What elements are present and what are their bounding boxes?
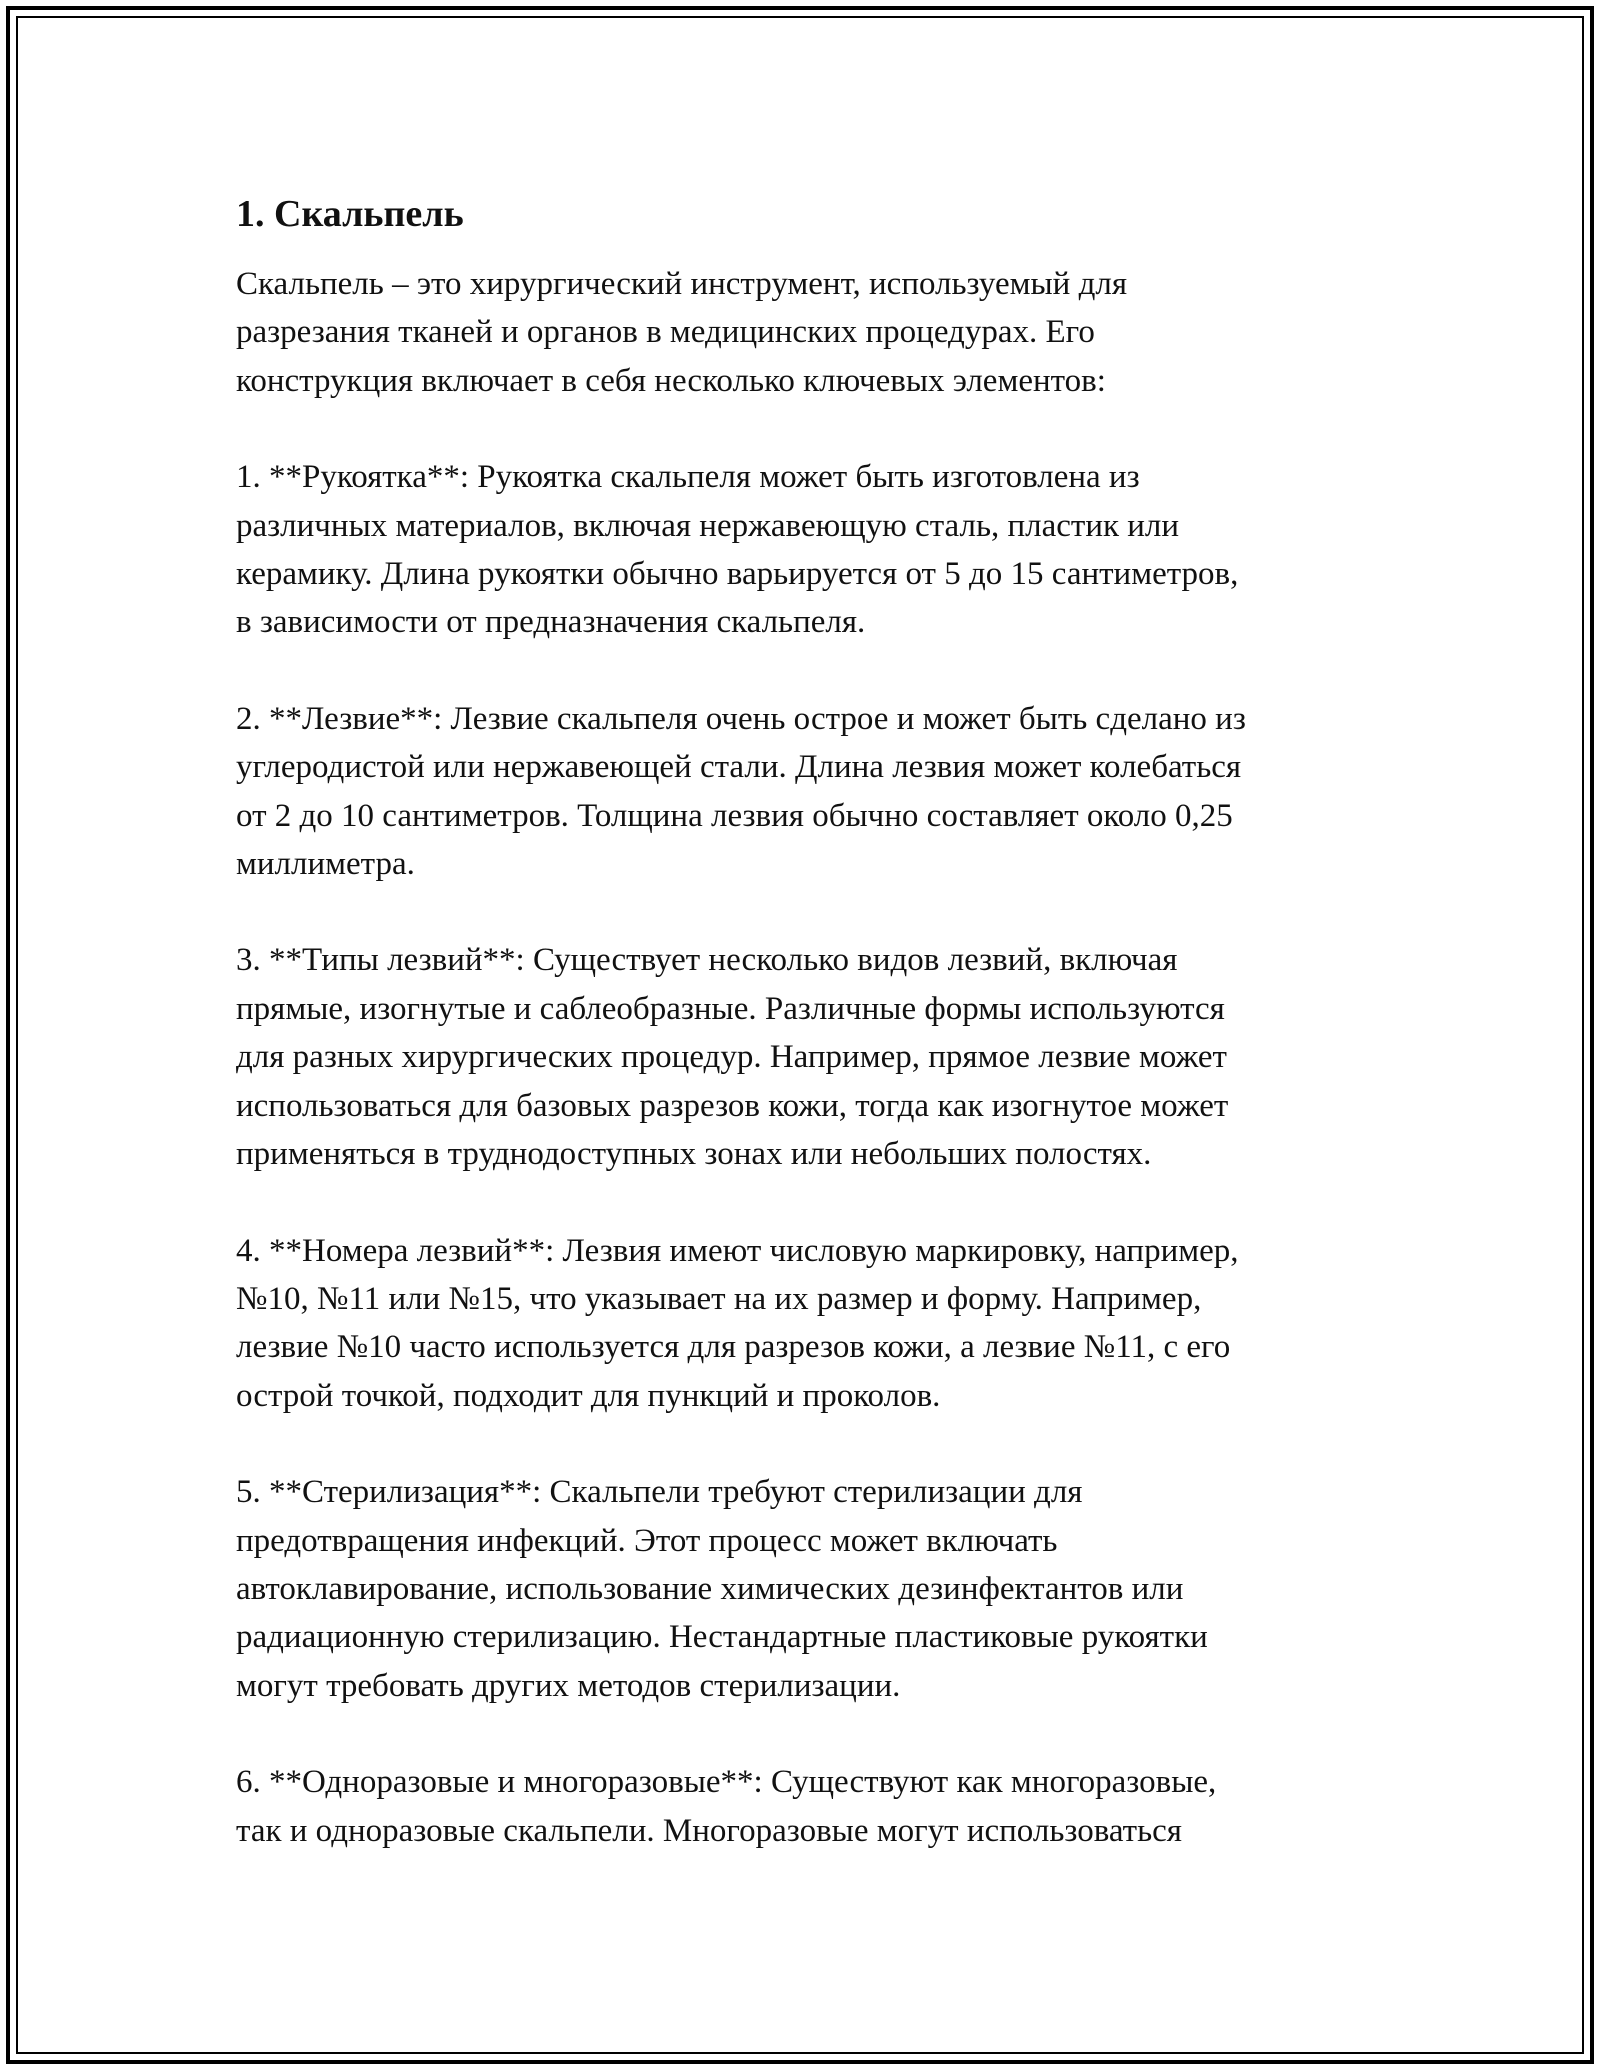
paragraph: [236, 260, 1396, 405]
paragraph-line: в зависимости от предназначения скальпеля.: [236, 604, 866, 641]
paragraph-line: использоваться для базовых разрезов кожи, тогда как изогнутое может: [236, 1087, 1229, 1124]
document-title: 1. Скальпель: [236, 193, 464, 235]
paragraph: [236, 695, 1396, 889]
paragraph-line: 1. **Рукоятка**: Рукоятка скальпеля может быть изготовлена из: [236, 459, 1140, 496]
paragraph-line: №10, №11 или №15, что указывает на их размер и форму. Например,: [236, 1280, 1202, 1317]
paragraph-line: автоклавирование, использование химических дезинфектантов или: [236, 1570, 1184, 1607]
paragraph-line: от 2 до 10 сантиметров. Толщина лезвия обычно составляет около 0,25: [236, 797, 1233, 834]
paragraph: [236, 453, 1396, 647]
paragraph-line: конструкция включает в себя несколько ключевых элементов:: [236, 362, 1106, 399]
paragraph-line: керамику. Длина рукоятки обычно варьируется от 5 до 15 сантиметров,: [236, 556, 1239, 593]
paragraph: [236, 936, 1396, 1178]
paragraph-line: 6. **Одноразовые и многоразовые**: Существуют как многоразовые,: [236, 1764, 1217, 1801]
paragraph-line: разрезания тканей и органов в медицинских процедурах. Его: [236, 314, 1095, 351]
paragraph-line: лезвие №10 часто используется для разрезов кожи, а лезвие №11, с его: [236, 1329, 1231, 1366]
paragraph-line: применяться в труднодоступных зонах или небольших полостях.: [236, 1136, 1152, 1173]
paragraph-line: 3. **Типы лезвий**: Существует несколько видов лезвий, включая: [236, 942, 1178, 979]
paragraph-line: так и одноразовые скальпели. Многоразовые могут использоваться: [236, 1812, 1182, 1849]
paragraph-line: миллиметра.: [236, 846, 415, 883]
paragraph-line: 2. **Лезвие**: Лезвие скальпеля очень острое и может быть сделано из: [236, 700, 1246, 737]
paragraph-line: 4. **Номера лезвий**: Лезвия имеют числовую маркировку, например,: [236, 1232, 1239, 1269]
paragraph-line: различных материалов, включая нержавеющую сталь, пластик или: [236, 507, 1180, 544]
paragraph-line: углеродистой или нержавеющей стали. Длина лезвия может колебаться: [236, 749, 1242, 786]
paragraph-line: Скальпель – это хирургический инструмент, используемый для: [236, 266, 1128, 302]
paragraph-line: 5. **Стерилизация**: Скальпели требуют стерилизации для: [236, 1474, 1083, 1511]
paragraph-line: предотвращения инфекций. Этот процесс может включать: [236, 1522, 1058, 1559]
paragraph-line: могут требовать других методов стерилизации.: [236, 1667, 901, 1704]
paragraph-line: для разных хирургических процедур. Например, прямое лезвие может: [236, 1039, 1227, 1076]
paragraph: [236, 1227, 1396, 1421]
paragraph-line: острой точкой, подходит для пункций и проколов.: [236, 1377, 941, 1414]
paragraph-line: прямые, изогнутые и саблеобразные. Различные формы используются: [236, 990, 1225, 1027]
document-body: [236, 186, 1396, 1903]
paragraph: [236, 1758, 1396, 1855]
paragraph: [236, 1468, 1396, 1710]
paragraph-list: [236, 260, 1396, 1855]
paragraph-line: радиационную стерилизацию. Нестандартные пластиковые рукоятки: [236, 1619, 1208, 1656]
